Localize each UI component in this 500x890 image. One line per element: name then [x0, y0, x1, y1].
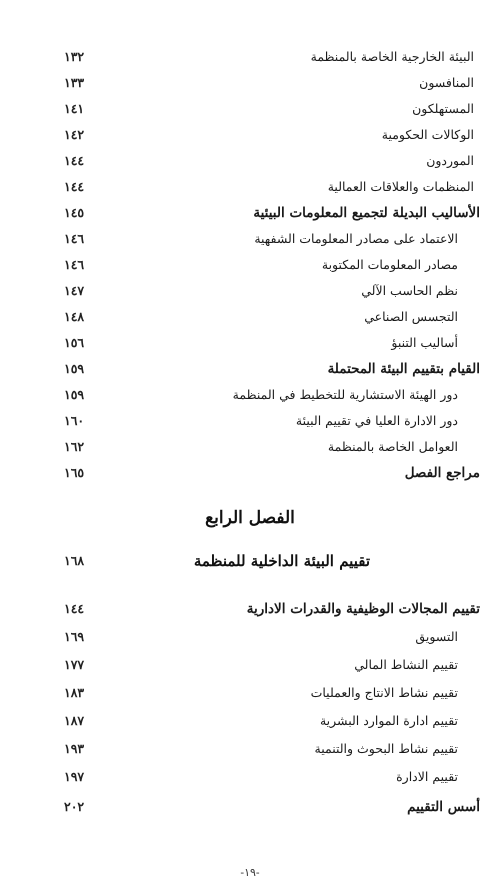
toc-entry-page: ١٧٧ [64, 657, 85, 672]
toc-entry [0, 306, 500, 328]
toc-entry-title: نظم الحاسب الآلي [361, 283, 458, 298]
toc-entry [0, 710, 500, 732]
toc-entry-page: ١٥٩ [64, 361, 85, 376]
toc-entry [0, 72, 500, 94]
toc-entry-title: تقييم نشاط البحوث والتنمية [314, 741, 458, 756]
toc-entry [0, 626, 500, 648]
toc-entry-page: ١٤٦ [64, 231, 85, 246]
toc-entry-title: الأساليب البديلة لتجميع المعلومات البيئية [253, 205, 480, 221]
toc-entry-title: العوامل الخاصة بالمنظمة [327, 439, 458, 454]
toc-entry-page: ١٤٧ [64, 283, 85, 298]
toc-entry-title: مراجع الفصل [404, 465, 480, 481]
toc-entry [0, 98, 500, 120]
toc-entry-page: ١٤٤ [64, 601, 85, 616]
toc-entry-page: ١٤٤ [64, 153, 85, 168]
toc-entry [0, 410, 500, 432]
toc-entry-page: ١٤٢ [64, 127, 85, 142]
toc-entry-page: ١٩٣ [64, 741, 85, 756]
toc-entry-title: الوكالات الحكومية [381, 127, 474, 142]
toc-entry [0, 46, 500, 68]
toc-entry [0, 738, 500, 760]
toc-entry [0, 228, 500, 250]
toc-entry-title: تقييم النشاط المالي [354, 657, 458, 672]
toc-entry-page: ١٤٤ [64, 179, 85, 194]
toc-entry-title: المستهلكون [412, 101, 474, 116]
toc-entry-title: المنظمات والعلاقات العمالية [327, 179, 474, 194]
toc-entry-title: تقييم ادارة الموارد البشرية [319, 713, 458, 728]
toc-entry-page: ١٨٧ [64, 713, 85, 728]
toc-entry-title: التسويق [415, 629, 458, 644]
toc-entry-page: ١٤٥ [64, 205, 85, 220]
toc-entry-title: تقييم نشاط الانتاج والعمليات [310, 685, 458, 700]
toc-entry-title: القيام بتقييم البيئة المحتملة [327, 361, 480, 377]
toc-entry-title: الموردون [426, 153, 474, 168]
toc-entry-page: ١٦٥ [64, 465, 85, 480]
toc-entry-title: دور الهيئة الاستشارية للتخطيط في المنظمة [232, 387, 458, 402]
page-number: -١٩- [240, 866, 260, 879]
toc-entry-title: المنافسون [419, 75, 474, 90]
toc-entry-title: أساليب التنبؤ [391, 335, 458, 350]
toc-entry [0, 332, 500, 354]
toc-entry [0, 280, 500, 302]
toc-section-entry [0, 796, 500, 818]
toc-entry-title: تقييم الادارة [396, 769, 458, 784]
toc-entry-page: ١٤٦ [64, 257, 85, 272]
toc-entry-page: ١٦٨ [64, 553, 85, 568]
toc-entry-page: ١٣٣ [64, 75, 85, 90]
toc-entry-title: التجسس الصناعي [364, 309, 458, 324]
toc-entry-page: ١٤١ [64, 101, 85, 116]
toc-entry [0, 254, 500, 276]
toc-entry-page: ١٨٣ [64, 685, 85, 700]
toc-entry-page: ٢٠٢ [64, 799, 85, 814]
toc-entry [0, 124, 500, 146]
toc-entry-page: ١٣٢ [64, 49, 85, 64]
toc-entry-page: ١٥٦ [64, 335, 85, 350]
toc-entry-title: دور الادارة العليا في تقييم البيئة [295, 413, 458, 428]
chapter-heading: الفصل الرابع [205, 508, 295, 528]
toc-entry [0, 384, 500, 406]
toc-section-entry [0, 598, 500, 620]
toc-section-entry [0, 202, 500, 224]
toc-section-entry [0, 358, 500, 380]
toc-section-entry [0, 462, 500, 484]
toc-entry-page: ١٥٩ [64, 387, 85, 402]
chapter-title: تقييم البيئة الداخلية للمنظمة [193, 552, 370, 570]
chapter-title-entry [0, 548, 500, 574]
toc-entry [0, 436, 500, 458]
toc-entry-page: ١٦٢ [64, 439, 85, 454]
toc-entry-page: ١٦٠ [64, 413, 85, 428]
toc-entry-title: أسس التقييم [407, 799, 480, 815]
toc-entry-page: ١٤٨ [64, 309, 85, 324]
toc-entry-page: ١٩٧ [64, 769, 85, 784]
toc-entry [0, 654, 500, 676]
toc-entry [0, 682, 500, 704]
toc-entry-title: البيئة الخارجية الخاصة بالمنظمة [310, 49, 474, 64]
toc-entry-page: ١٦٩ [64, 629, 85, 644]
toc-entry-title: مصادر المعلومات المكتوبة [321, 257, 458, 272]
toc-entry [0, 150, 500, 172]
toc-entry [0, 176, 500, 198]
toc-entry [0, 766, 500, 788]
toc-entry-title: تقييم المجالات الوظيفية والقدرات الادارية [246, 601, 480, 617]
toc-entry-title: الاعتماد على مصادر المعلومات الشفهية [254, 231, 458, 246]
